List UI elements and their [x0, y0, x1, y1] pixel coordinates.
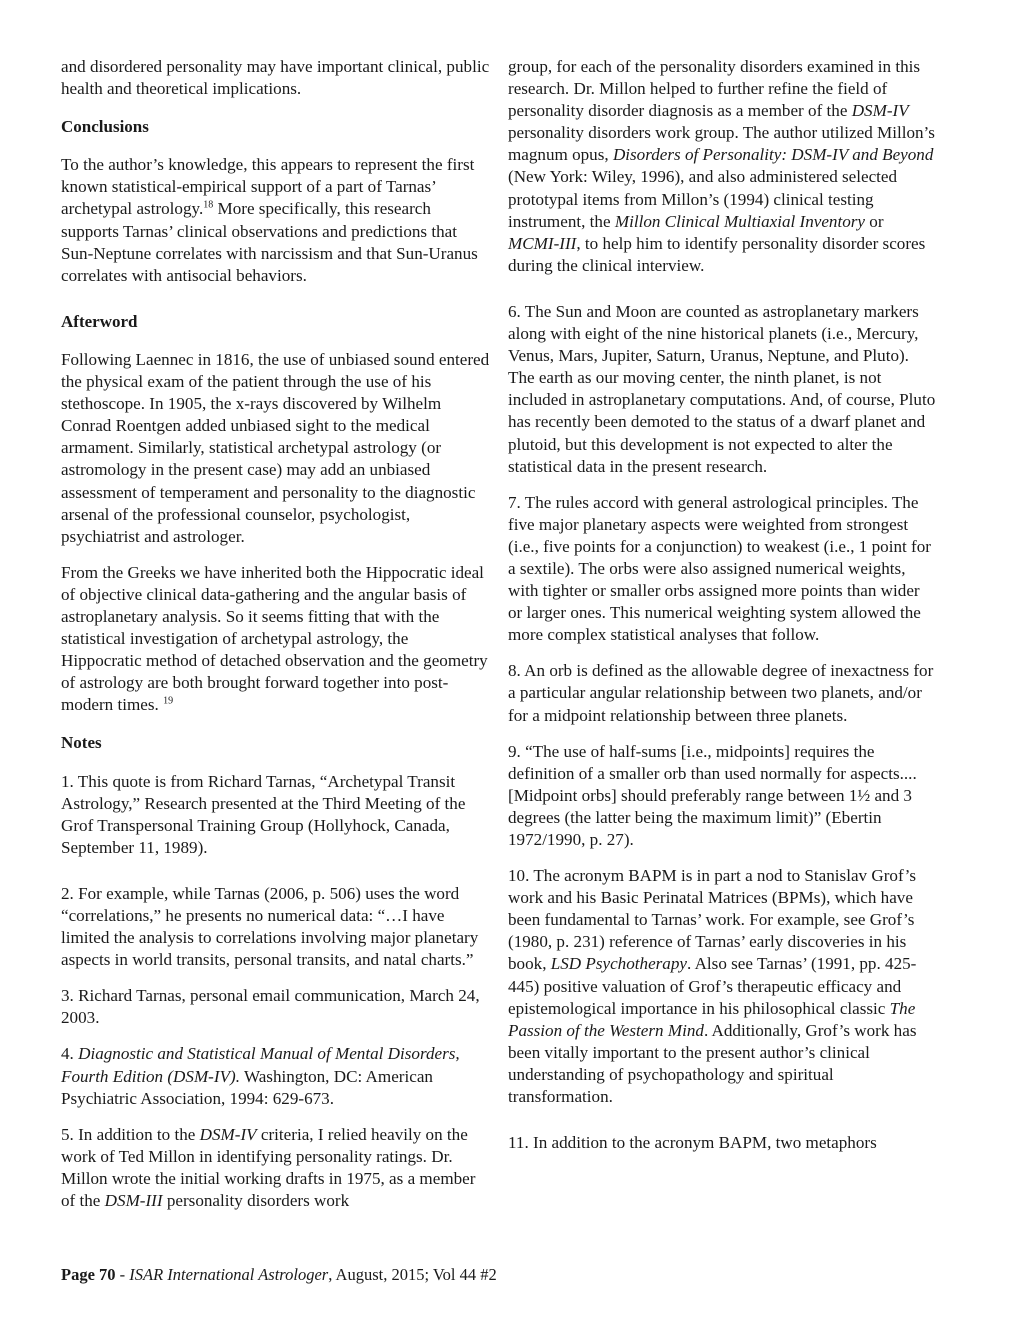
note-10-text-b: . Also see Tarnas’ (1991, pp. 425-445) positive valuation of Grof’s therapeutic efficacy and epistemological importance in his philosophical classic — [508, 954, 917, 1018]
note-5-dsm3: DSM-III — [104, 1191, 163, 1211]
footer-separator: - — [115, 1265, 130, 1284]
note-10-passion: The Passion of the Western Mind — [508, 998, 916, 1040]
note-5-cont-d: or — [865, 211, 884, 231]
note-5-text-a: 5. In addition to the — [61, 1124, 200, 1144]
footnote-ref-19: 19 — [163, 695, 174, 707]
note-8: 8. An orb is defined as the allowable degree of inexactness for a particular angular relationship between two planets, and/or for a midpoint relationship between three planets. — [508, 661, 934, 725]
note-5 — [61, 1124, 491, 1212]
footnote-ref-18: 18 — [203, 199, 214, 211]
note-5-continued — [508, 56, 938, 277]
note-10-text-c: . Additionally, Grof’s work has been vitally important to the present author’s clinical understanding of psychopathology and spiritual transformation. — [508, 1020, 917, 1107]
afterword-p2-text: From the Greeks we have inherited both the Hippocratic ideal of objective clinical data-gathering and the angular basis of astroplanetary analysis. So it seems fitting that with the statistical investigation of archetypal astrology, the Hippocratic method of detached observation and the geometry of astrology are both brought forward together into post-modern times. — [61, 562, 488, 715]
note-7: 7. The rules accord with general astrological principles. The five major planetary aspects were weighted from strongest (i.e., five points for a conjunction) to weakest (i.e., 1 point for a sextile). The orbs were also assigned numerical weights, with tighter or smaller orbs assigned more points than wider or larger ones. This numerical weighting system allowed the more complex statistical analyses that follow. — [508, 492, 931, 645]
note-3: 3. Richard Tarnas, personal email communication, March 24, 2003. — [61, 986, 480, 1028]
note-5-cont-a: group, for each of the personality disorders examined in this research. Dr. Millon helped to further refine the field of personality disorder diagnosis as a member of the — [508, 57, 921, 121]
note-10-text-a: 10. The acronym BAPM is in part a nod to Stanislav Grof’s work and his Basic Perinatal Matrices (BPMs), which have been fundamental to Tarnas’ work. For example, see Grof’s (1980, p. 231) reference of Tarnas’ early discoveries in his book, — [508, 866, 916, 974]
page-number: Page 70 — [61, 1265, 116, 1284]
note-4-title: Diagnostic and Statistical Manual of Mental Disorders, Fourth Edition (DSM-IV). — [61, 1044, 460, 1086]
notes-heading: Notes — [61, 733, 102, 753]
afterword-heading: Afterword — [61, 311, 138, 331]
note-5-cont-dsm4: DSM-IV — [851, 101, 909, 121]
page-footer — [61, 1265, 497, 1285]
intro-paragraph: and disordered personality may have important clinical, public health and theoretical implications. — [61, 57, 490, 99]
note-4-number: 4. — [61, 1044, 79, 1064]
note-5-cont-mcmi: Millon Clinical Multiaxial Inventory — [614, 211, 866, 231]
note-9: 9. “The use of half-sums [i.e., midpoints] requires the definition of a smaller orb than used normally for aspects....[Midpoint orbs] should preferably range between 1½ and 3 degrees (the latter being the maximum limit)” (Ebertin 1972/1990, p. 27). — [508, 741, 917, 849]
note-5-cont-e: , to help him to identify personality disorder scores during the clinical interview. — [508, 233, 926, 275]
note-2: 2. For example, while Tarnas (2006, p. 506) uses the word “correlations,” he presents no numerical data: “…I have limited the analysis to correlations involving major planetary aspects in world transits, personal transits, and natal charts.” — [61, 883, 479, 970]
conclusions-paragraph — [61, 154, 491, 287]
afterword-paragraph-1: Following Laennec in 1816, the use of unbiased sound entered the physical exam of the patient through the use of his stethoscope. In 1905, the x-rays discovered by Wilhelm Conrad Roentgen added unbiased sight to the medical armament. Similarly, statistical archetypal astrology (or astromology in the present case) may add an unbiased assessment of temperament and personality to the diagnostic arsenal of the professional counselor, psychologist, psychiatrist and astrologer. — [61, 349, 490, 546]
journal-title: ISAR International Astrologer — [129, 1265, 329, 1284]
note-10-lsd: LSD Psychotherapy — [550, 954, 687, 974]
note-1: 1. This quote is from Richard Tarnas, “Archetypal Transit Astrology,” Research presented at the Third Meeting of the Grof Transpersonal Training Group (Hollyhock, Canada, September 11, 1989). — [61, 771, 466, 857]
note-5-text-c: personality disorders work — [162, 1191, 350, 1211]
afterword-paragraph-2 — [61, 562, 491, 717]
left-column — [61, 56, 491, 1212]
note-4 — [61, 1043, 491, 1109]
note-10 — [508, 865, 938, 1108]
note-5-cont-book: Disorders of Personality: DSM-IV and Beyond — [612, 145, 934, 165]
note-5-cont-c: (New York: Wiley, 1996), and also administered selected prototypal items from Millon’s (1994) clinical testing instrument, the — [508, 167, 898, 231]
note-4-rest: Washington, DC: American Psychiatric Association, 1994: 629-673. — [61, 1066, 433, 1108]
note-5-dsm4: DSM-IV — [199, 1124, 257, 1144]
conclusions-text-a: To the author’s knowledge, this appears to represent the first known statistical-empirical support of a part of Tarnas’ archetypal astrology. — [61, 155, 475, 219]
note-6: 6. The Sun and Moon are counted as astroplanetary markers along with eight of the nine historical planets (i.e., Mercury, Venus, Mars, Jupiter, Saturn, Uranus, Neptune, and Pluto). The earth as our moving center, the ninth planet, is not included in astroplanetary computations. And, of course, Pluto has recently been demoted to the status of a dwarf planet and plutoid, but this development is not expected to alter the statistical data in the present research. — [508, 301, 936, 476]
conclusions-heading: Conclusions — [61, 117, 149, 137]
note-5-cont-b: personality disorders work group. The author utilized Millon’s magnum opus, — [508, 123, 935, 165]
conclusions-text-b: More specifically, this research supports Tarnas’ clinical observations and predictions that Sun-Neptune correlates with narcissism and that Sun-Uranus correlates with antisocial behaviors. — [61, 199, 478, 285]
note-5-cont-mcmi3: MCMI-III — [508, 233, 577, 253]
right-column — [508, 56, 938, 1154]
footer-issue: , August, 2015; Vol 44 #2 — [328, 1265, 497, 1284]
note-5-text-b: criteria, I relied heavily on the work of Ted Millon in identifying personality ratings. Dr. Millon wrote the initial working drafts in 1975, as a member of the — [61, 1124, 476, 1211]
note-11: 11. In addition to the acronym BAPM, two metaphors — [508, 1133, 877, 1153]
